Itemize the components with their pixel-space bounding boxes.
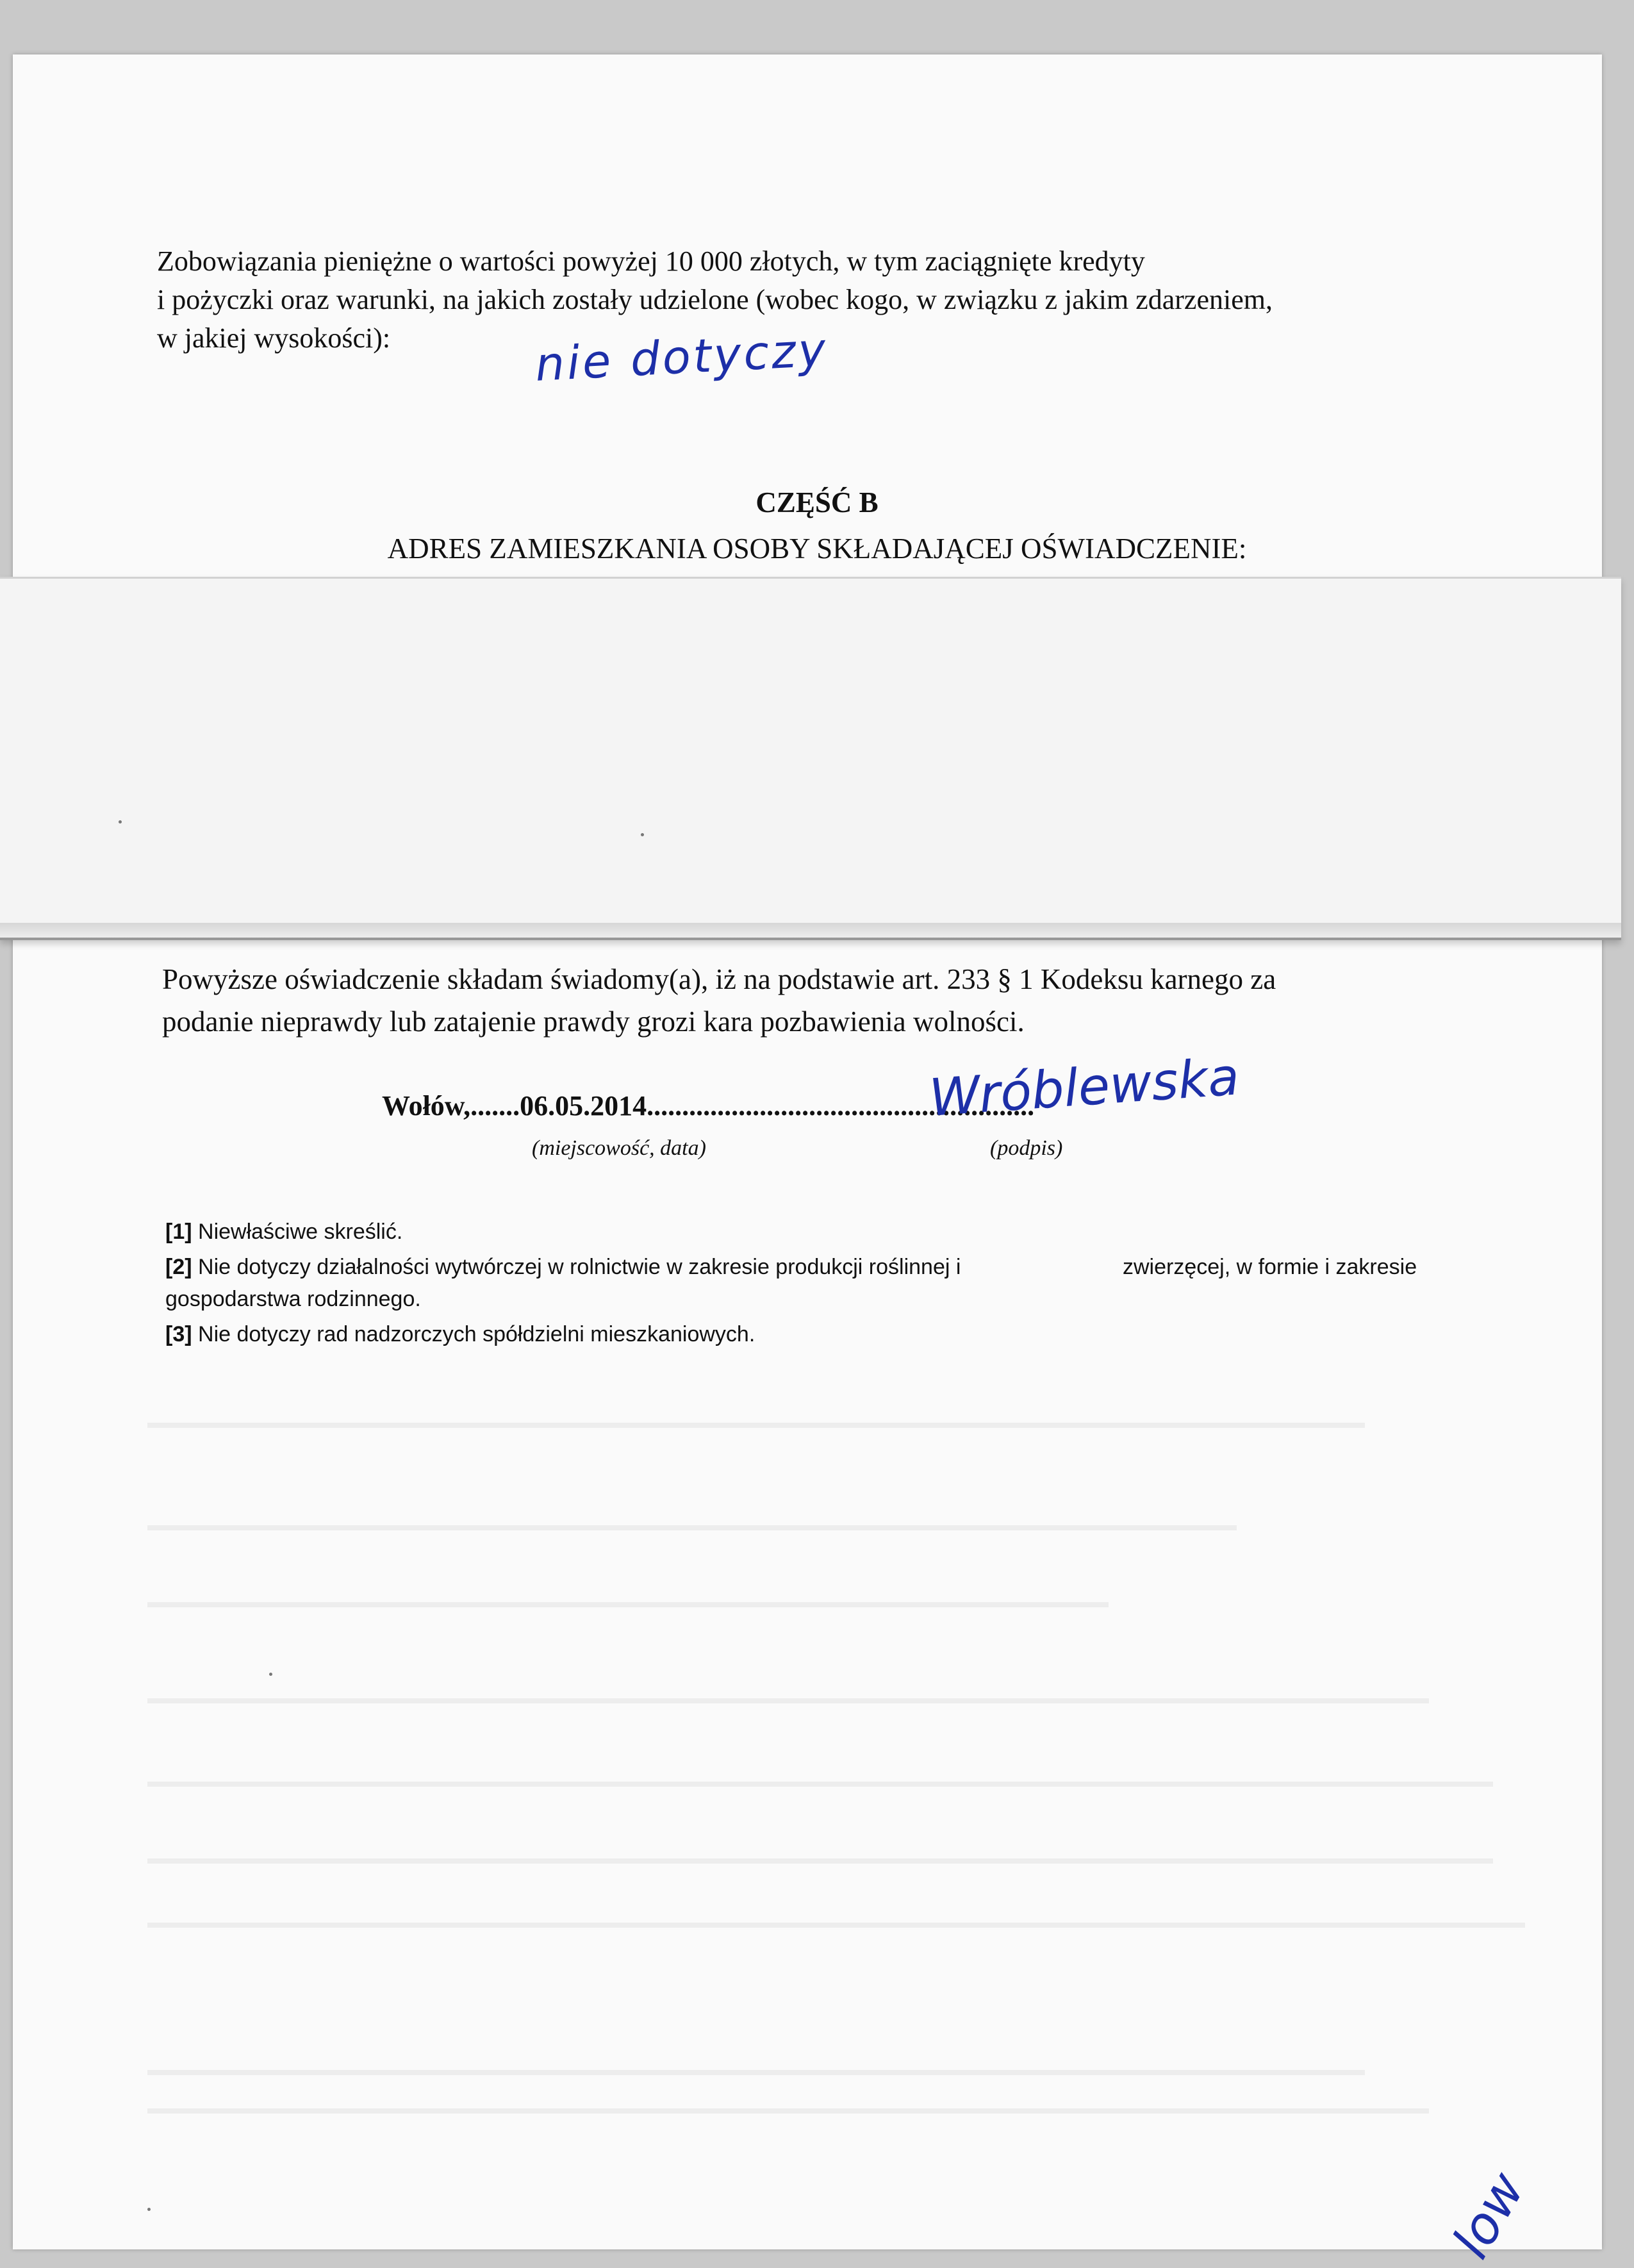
signature-caption: (podpis)	[990, 1136, 1063, 1160]
bleed-through	[147, 2108, 1429, 2114]
declaration-line: podanie nieprawdy lub zatajenie prawdy grozi kara pozbawienia wolności.	[162, 1006, 1025, 1038]
bleed-through	[147, 1923, 1525, 1928]
bleed-through	[147, 1858, 1493, 1864]
part-b-title: CZĘŚĆ B	[755, 486, 879, 518]
paragraph-line: w jakiej wysokości):	[157, 322, 391, 354]
footnote-text: Nie dotyczy rad nadzorczych spółdzielni mieszkaniowych.	[198, 1322, 755, 1346]
declaration-line: Powyższe oświadczenie składam świadomy(a), iż na podstawie art. 233 § 1 Kodeksu karnego za	[162, 963, 1276, 995]
document-page	[13, 54, 1602, 2249]
footnote-marker: [1]	[165, 1220, 192, 1244]
footnote-3	[165, 1322, 755, 1347]
handwritten-page-mark: low	[1440, 2162, 1537, 2268]
place-date-signature-line: Wołów,.......06.05.2014.......................................................	[382, 1090, 1035, 1122]
paragraph-line: i pożyczki oraz warunki, na jakich zostały udzielone (wobec kogo, w związku z jakim zdarzeniem,	[157, 284, 1273, 315]
footnote-text: Nie dotyczy działalności wytwórczej w rolnictwie w zakresie produkcji roślinnej i	[198, 1255, 961, 1279]
pasted-paper-strip	[0, 577, 1621, 940]
bleed-through	[147, 1525, 1237, 1530]
footnote-2-continuation: gospodarstwa rodzinnego.	[165, 1287, 421, 1311]
bleed-through	[147, 1782, 1493, 1787]
footnote-2-right: zwierzęcej, w formie i zakresie	[1123, 1255, 1417, 1279]
footnote-2	[165, 1255, 961, 1280]
declaration-paragraph	[162, 958, 1276, 1043]
bleed-through	[147, 1698, 1429, 1703]
place-date-caption: (miejscowość, data)	[532, 1136, 706, 1160]
speck	[147, 2208, 151, 2211]
footnote-text: Niewłaściwe skreślić.	[198, 1220, 403, 1244]
bleed-through	[147, 1602, 1109, 1607]
part-b-subtitle: ADRES ZAMIESZKANIA OSOBY SKŁADAJĄCEJ OŚWIADCZENIE:	[387, 533, 1247, 565]
bleed-through	[147, 1423, 1365, 1428]
speck	[119, 820, 122, 824]
footnote-marker: [2]	[165, 1255, 192, 1279]
speck	[641, 833, 644, 836]
paragraph-line: Zobowiązania pieniężne o wartości powyżej 10 000 złotych, w tym zaciągnięte kredyty	[157, 245, 1145, 277]
handwritten-answer: nie dotyczy	[534, 322, 830, 392]
strip-shadow	[0, 923, 1621, 942]
footnote-marker: [3]	[165, 1322, 192, 1346]
speck	[269, 1673, 272, 1676]
footnote-1	[165, 1220, 402, 1245]
handwritten-signature: Wróblewska	[927, 1047, 1241, 1128]
bleed-through	[147, 2070, 1365, 2075]
